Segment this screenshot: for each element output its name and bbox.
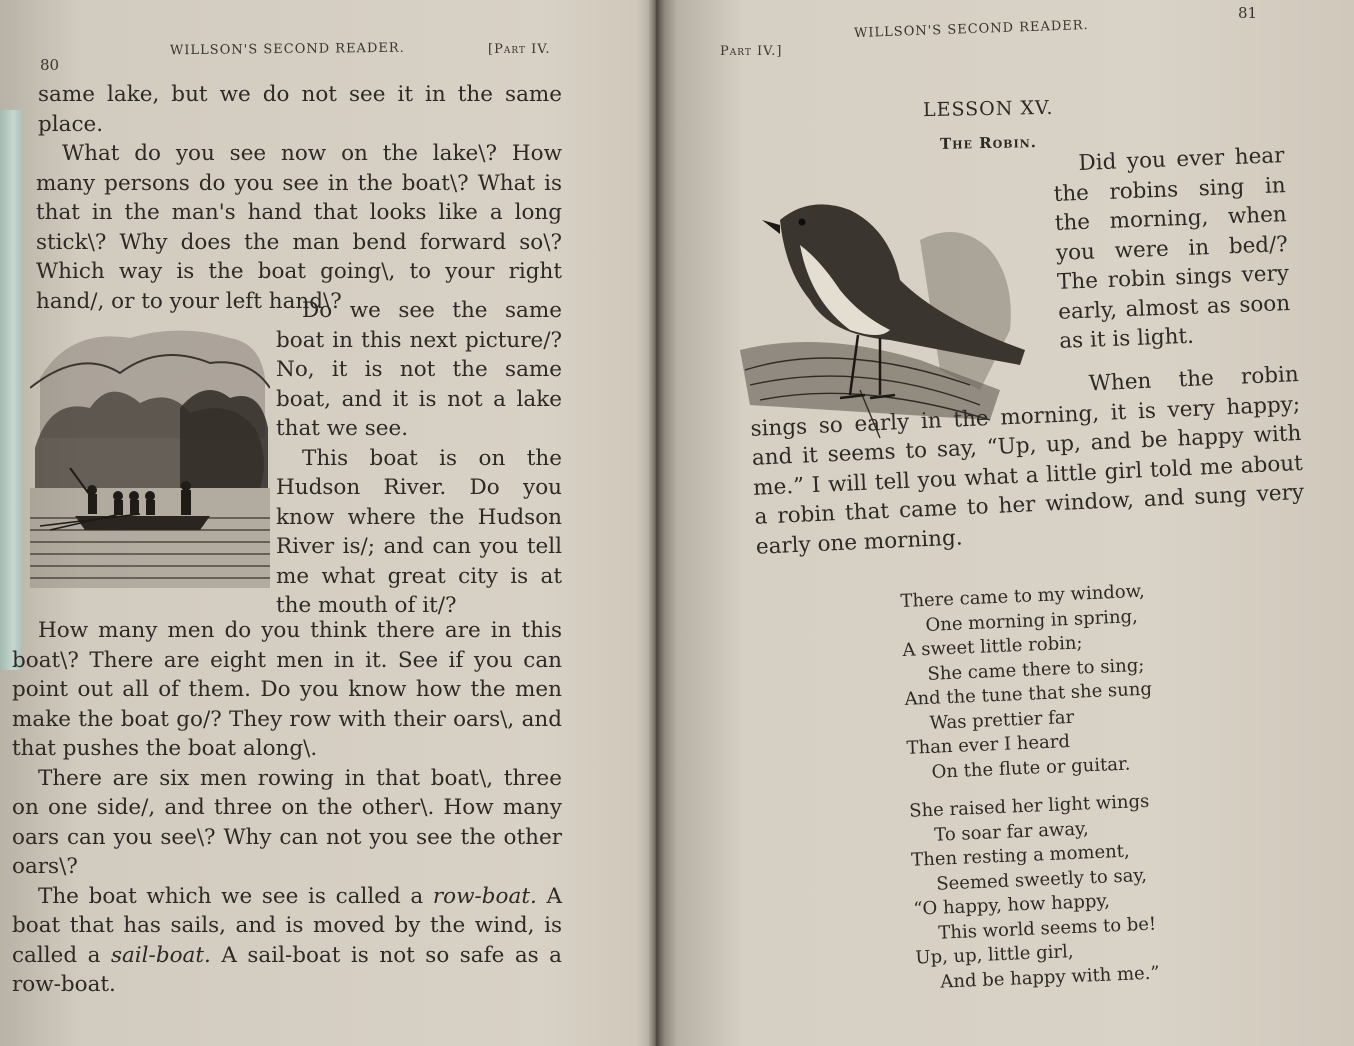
- poem-line: Up, up, little girl,: [914, 941, 1074, 969]
- poem-line: One morning in spring,: [925, 605, 1139, 636]
- left-text-top: [38, 80, 562, 316]
- poem-line: And the tune that she sung: [904, 678, 1153, 710]
- poem-line: She raised her light wings: [908, 790, 1150, 822]
- poem-line: And be happy with me.”: [939, 961, 1161, 993]
- poem-stanza-1: [900, 580, 1155, 786]
- poem-line: “O happy, how happy,: [912, 890, 1111, 920]
- hudson-boat-illustration: [30, 318, 270, 598]
- part-label-right: Part IV.]: [720, 44, 783, 59]
- page-number-left: 80: [40, 56, 60, 74]
- paragraph-rowboat: [12, 882, 562, 1000]
- poem-stanza-2: [909, 789, 1164, 995]
- paragraph-when: When the robin sings so early in the morning, it is very happy; and it seems to say, “Up, up, and be happy with me.” I will tell you what a little girl told me about a robin that came to her window, and sung very early one morning.: [749, 361, 1305, 560]
- right-text-bottom: [749, 360, 1306, 562]
- rowboat-text-a: The boat which we see is called a: [38, 883, 433, 909]
- robin-poem: [900, 580, 1165, 1010]
- rowboat-text-b: A boat that has sails, and is moved by the wind, is called a: [12, 883, 562, 968]
- poem-line: She came there to sing;: [927, 654, 1145, 685]
- paragraph-hudson: This boat is on the Hudson River. Do you know where the Hudson River is/; and can you tell me what great city is at the mouth of it/?: [276, 445, 562, 618]
- left-page: [0, 0, 640, 1046]
- poem-line: Was prettier far: [929, 706, 1075, 734]
- paragraph-men: How many men do you think there are in this boat\? There are eight men in it. See if you can point out all of them. Do you know how the men make the boat go/? They row with their oars\, and that pushes the boat along\.: [12, 618, 562, 761]
- left-text-wrap: [276, 296, 562, 621]
- paragraph-same-lake: same lake, but we do not see it in the same place.: [38, 82, 562, 137]
- part-label-left: [Part IV.: [488, 42, 551, 57]
- paragraph-questions: What do you see now on the lake\? How many persons do you see in the boat\? What is that in the man's hand that looks like a long stick\? Why does the man bend forward so\? Which way is the boat going\, to your right hand/, or to your left hand\?: [36, 141, 562, 314]
- lesson-title: LESSON XV.: [922, 96, 1054, 122]
- left-text-bottom: [12, 616, 562, 1000]
- lesson-subtitle: The Robin.: [939, 133, 1038, 153]
- right-page: [668, 0, 1354, 1046]
- paragraph-hear: Did you ever hear the robins sing in the morning, when you were in bed/? The robin sings very early, almost as soon as it is light.: [1053, 143, 1291, 354]
- poem-line: On the flute or guitar.: [931, 753, 1131, 783]
- right-text-wrap: [1052, 141, 1292, 356]
- poem-line: A sweet little robin;: [902, 632, 1083, 661]
- poem-line: There came to my window,: [900, 580, 1146, 612]
- poem-line: Than ever I heard: [906, 731, 1071, 759]
- running-head-right: WILLSON'S SECOND READER.: [853, 17, 1089, 42]
- book-spine: [648, 0, 664, 1046]
- rowboat-text-c: A sail-boat is not so safe as a row-boat.: [12, 942, 562, 997]
- paragraph-rowing: There are six men rowing in that boat\, three on one side/, and three on the other\. How many oars can you see\? Why can not you see the other oars\?: [12, 765, 562, 879]
- poem-line: This world seems to be!: [937, 913, 1157, 944]
- term-sailboat: sail-boat.: [110, 942, 211, 968]
- poem-line: Then resting a moment,: [910, 840, 1131, 871]
- poem-line: Seemed sweetly to say,: [935, 864, 1148, 895]
- term-rowboat: row-boat.: [432, 883, 537, 909]
- page-number-right: 81: [1238, 4, 1258, 22]
- running-head-left: WILLSON'S SECOND READER.: [169, 40, 405, 59]
- paragraph-same-boat: Do we see the same boat in this next picture/? No, it is not the same boat, and it is not a lake that we see.: [276, 298, 562, 441]
- poem-line: To soar far away,: [933, 817, 1089, 846]
